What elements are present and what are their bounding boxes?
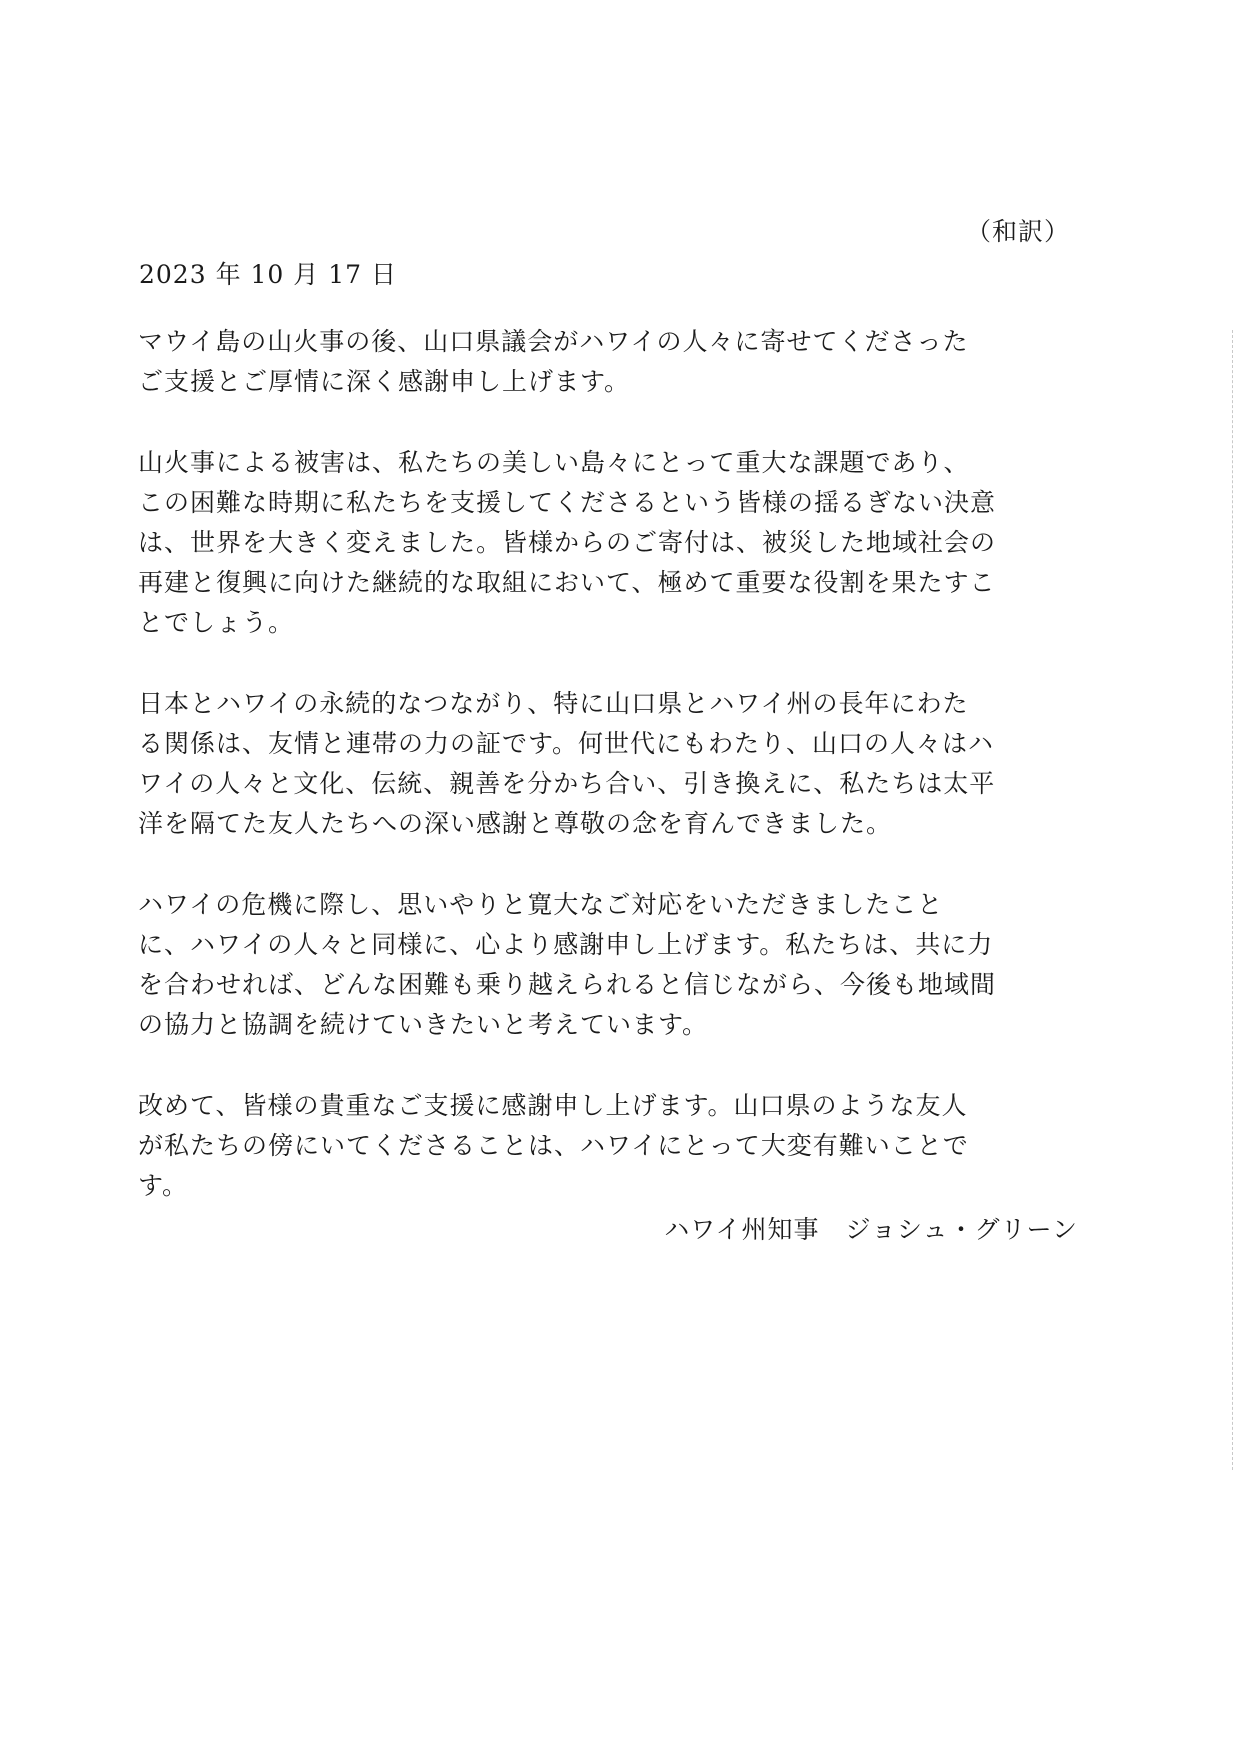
paragraph-line: ハワイの危機に際し、思いやりと寛大なご対応をいただきましたこと xyxy=(138,890,944,919)
paragraph-line: す。 xyxy=(138,1171,189,1200)
paragraph-line: は、世界を大きく変えました。皆様からのご寄付は、被災した地域社会の xyxy=(138,528,997,557)
paragraph-line: 洋を隔てた友人たちへの深い感謝と尊敬の念を育んできました。 xyxy=(138,809,893,838)
paragraph-line: 日本とハワイの永続的なつながり、特に山口県とハワイ州の長年にわた xyxy=(138,689,969,718)
paragraph-line: 再建と復興に向けた継続的な取組において、極めて重要な役割を果たすこ xyxy=(138,568,996,597)
paragraph-line: を合わせれば、どんな困難も乗り越えられると信じながら、今後も地域間 xyxy=(138,970,997,999)
paragraph-line: が私たちの傍にいてくださることは、ハワイにとって大変有難いことで xyxy=(138,1131,969,1160)
translation-note: （和訳） xyxy=(965,217,1070,246)
signature: ハワイ州知事 ジョシュ・グリーン xyxy=(664,1215,1078,1244)
paragraph-line: に、ハワイの人々と同様に、心より感謝申し上げます。私たちは、共に力 xyxy=(138,930,994,959)
paragraph-line: 山火事による被害は、私たちの美しい島々にとって重大な課題であり、 xyxy=(138,448,970,477)
letter-date: 2023 年 10 月 17 日 xyxy=(139,260,397,289)
paragraph-2 xyxy=(138,443,1078,643)
letter-body xyxy=(138,322,1078,1247)
paragraph-line: この困難な時期に私たちを支援してくださるという皆様の揺るぎない決意 xyxy=(138,488,997,517)
paragraph-line: マウイ島の山火事の後、山口県議会がハワイの人々に寄せてくださった xyxy=(138,327,969,356)
paragraph-3 xyxy=(138,684,1078,844)
paragraph-1 xyxy=(138,322,1078,402)
paragraph-line: とでしょう。 xyxy=(138,608,295,637)
paragraph-line: る関係は、友情と連帯の力の証です。何世代にもわたり、山口の人々はハ xyxy=(138,729,995,758)
paragraph-line: 改めて、皆様の貴重なご支援に感謝申し上げます。山口県のような友人 xyxy=(138,1091,968,1120)
paragraph-line: ご支援とご厚情に深く感謝申し上げます。 xyxy=(138,367,631,396)
scan-edge-artifact xyxy=(1231,330,1233,1470)
paragraph-4 xyxy=(138,885,1078,1045)
paragraph-5 xyxy=(138,1086,1078,1206)
paragraph-line: ワイの人々と文化、伝統、親善を分かち合い、引き換えに、私たちは太平 xyxy=(138,769,996,798)
paragraph-line: の協力と協調を続けていきたいと考えています。 xyxy=(138,1010,709,1039)
